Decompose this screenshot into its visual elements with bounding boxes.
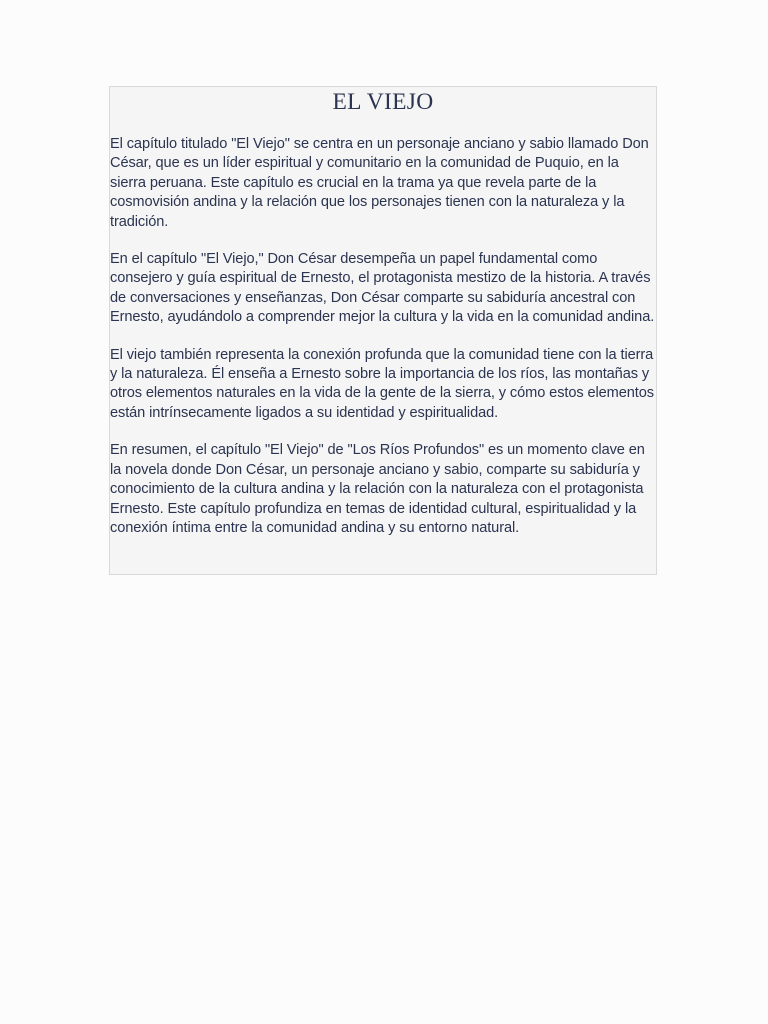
paragraph-3: El viejo también representa la conexión profunda que la comunidad tiene con la tierra y la naturaleza. Él enseña a Ernesto sobre la importancia de los ríos, las montañas y otros elementos naturales en la vida de la gente de la sierra, y cómo estos elementos están intrínsecamente ligados a su identidad y espiritualidad.: [110, 346, 654, 421]
paragraph-4: En resumen, el capítulo "El Viejo" de "Los Ríos Profundos" es un momento clave en la novela donde Don César, un personaje anciano y sabio, comparte su sabiduría y conocimiento de la cultura andina y la relación con la naturaleza con el protagonista Ernesto. Este capítulo profundiza en temas de identidad cultural, espiritualidad y la conexión íntima entre la comunidad andina y su entorno natural.: [110, 442, 645, 536]
document-card: [109, 86, 657, 575]
paragraph-1: El capítulo titulado "El Viejo" se centra en un personaje anciano y sabio llamado Don César, que es un líder espiritual y comunitario en la comunidad de Puquio, en la sierra peruana. Este capítulo es crucial en la trama ya que revela parte de la cosmovisión andina y la relación que los personajes tienen con la naturaleza y la tradición.: [110, 136, 649, 230]
paragraph-2: En el capítulo "El Viejo," Don César desempeña un papel fundamental como consejero y guía espiritual de Ernesto, el protagonista mestizo de la historia. A través de conversaciones y enseñanzas, Don César comparte su sabiduría ancestral con Ernesto, ayudándolo a comprender mejor la cultura y la vida en la comunidad andina.: [110, 251, 655, 326]
document-body: [110, 135, 656, 538]
document-title: EL VIEJO: [332, 89, 434, 115]
